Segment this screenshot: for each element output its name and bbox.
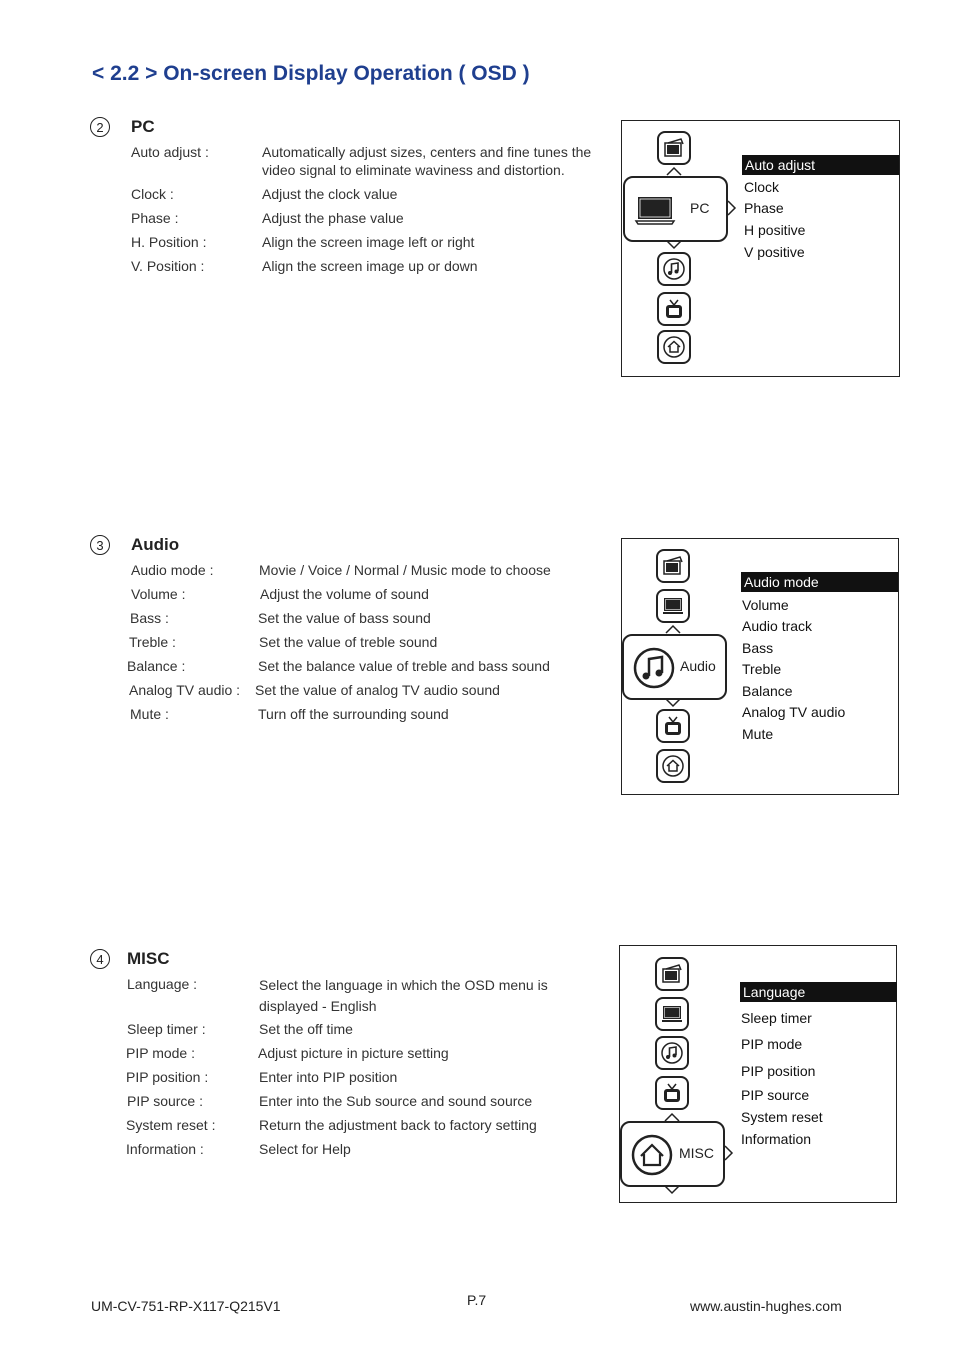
osd-menu-item[interactable]: Information — [741, 1131, 812, 1147]
row-desc: Adjust the volume of sound — [260, 586, 429, 602]
picture-icon[interactable] — [656, 549, 690, 583]
row-label: Clock : — [131, 186, 174, 202]
osd-menu-item[interactable]: System reset — [741, 1109, 823, 1125]
osd-menu-item[interactable]: PIP source — [741, 1087, 810, 1103]
osd-menu-item-highlighted[interactable]: Auto adjust — [742, 155, 899, 175]
selected-tab-audio[interactable] — [622, 634, 727, 700]
section-number: 2 — [90, 117, 110, 137]
osd-menu-item[interactable]: PIP mode — [741, 1036, 803, 1052]
row-desc: Automatically adjust sizes, centers and fine tunes the video signal to eliminate waviness and distortion. — [262, 144, 592, 178]
osd-panel-misc — [619, 945, 897, 1203]
section-number: 4 — [90, 949, 110, 969]
selected-tab-label: MISC — [679, 1145, 714, 1161]
row-desc: Movie / Voice / Normal / Music mode to choose — [259, 562, 551, 578]
row-desc: Set the value of treble sound — [259, 634, 438, 650]
osd-menu-item[interactable]: Phase — [744, 200, 784, 216]
row-label: PIP source : — [127, 1093, 204, 1109]
row-desc: Set the balance value of treble and bass sound — [258, 658, 550, 674]
row-desc: Set the value of analog TV audio sound — [255, 682, 500, 698]
row-desc: Turn off the surrounding sound — [258, 706, 449, 722]
monitor-icon[interactable] — [655, 997, 689, 1031]
home-icon — [630, 1133, 674, 1177]
tv-icon[interactable] — [657, 292, 691, 326]
osd-menu-item-highlighted[interactable]: Audio mode — [741, 572, 898, 592]
footer-website: www.austin-hughes.com — [690, 1298, 842, 1314]
monitor-icon[interactable] — [656, 589, 690, 623]
tv-icon[interactable] — [656, 709, 690, 743]
selected-tab-label: Audio — [680, 658, 716, 674]
row-label: Balance : — [127, 658, 186, 674]
row-label: Sleep timer : — [127, 1021, 206, 1037]
row-label: Bass : — [130, 610, 169, 626]
row-label: PIP position : — [126, 1069, 209, 1085]
osd-menu-item[interactable]: Analog TV audio — [742, 704, 846, 720]
picture-icon[interactable] — [655, 957, 689, 991]
selected-tab-misc[interactable] — [620, 1121, 725, 1187]
page-title: < 2.2 > On-screen Display Operation ( OSD ) — [92, 62, 530, 85]
row-label: Volume : — [131, 586, 186, 602]
row-label: Language : — [127, 976, 198, 992]
osd-panel-pc — [621, 120, 900, 377]
section-title-audio: Audio — [131, 535, 180, 554]
row-label: Information : — [126, 1141, 204, 1157]
row-desc: Adjust picture in picture setting — [258, 1045, 449, 1061]
row-desc: Enter into the Sub source and sound source — [259, 1093, 533, 1109]
osd-menu-item[interactable]: H positive — [744, 222, 806, 238]
music-icon[interactable] — [657, 252, 691, 286]
row-label: Treble : — [129, 634, 176, 650]
selected-tab-label: PC — [690, 200, 710, 216]
picture-icon[interactable] — [657, 131, 691, 165]
row-label: PIP mode : — [126, 1045, 196, 1061]
section-number: 3 — [90, 535, 110, 555]
row-label: H. Position : — [131, 234, 207, 250]
osd-menu-item-highlighted[interactable]: Language — [740, 982, 897, 1002]
row-desc: Return the adjustment back to factory setting — [259, 1117, 537, 1133]
row-desc: Set the off time — [259, 1021, 353, 1037]
selected-tab-pc[interactable] — [623, 176, 728, 242]
row-desc: Align the screen image left or right — [262, 234, 475, 250]
row-label: Analog TV audio : — [129, 682, 241, 698]
footer-page-number: P.7 — [467, 1292, 487, 1308]
osd-menu-item[interactable]: Audio track — [742, 618, 813, 634]
home-icon[interactable] — [656, 749, 690, 783]
osd-menu-item[interactable]: Volume — [742, 597, 789, 613]
row-label: Phase : — [131, 210, 179, 226]
footer-doc-code: UM-CV-751-RP-X117-Q215V1 — [91, 1298, 281, 1314]
osd-menu-item[interactable]: Bass — [742, 640, 774, 656]
row-desc: Align the screen image up or down — [262, 258, 478, 274]
row-desc: Adjust the phase value — [262, 210, 404, 226]
osd-panel-audio — [621, 538, 899, 795]
osd-menu-item[interactable]: Balance — [742, 683, 793, 699]
osd-menu-item[interactable]: Clock — [744, 179, 780, 195]
section-title-misc: MISC — [127, 949, 170, 968]
row-label: V. Position : — [131, 258, 205, 274]
row-label: Mute : — [130, 706, 169, 722]
music-icon[interactable] — [655, 1036, 689, 1070]
osd-menu-item[interactable]: Sleep timer — [741, 1010, 812, 1026]
section-title-pc: PC — [131, 117, 155, 136]
row-label: System reset : — [126, 1117, 216, 1133]
row-desc: Select for Help — [259, 1141, 351, 1157]
osd-menu-item[interactable]: PIP position — [741, 1063, 816, 1079]
row-desc: Set the value of bass sound — [258, 610, 431, 626]
row-label: Auto adjust : — [131, 144, 209, 160]
monitor-icon — [633, 188, 677, 232]
music-icon — [632, 646, 676, 690]
osd-menu-item[interactable]: Treble — [742, 661, 782, 677]
row-label: Audio mode : — [131, 562, 214, 578]
home-icon[interactable] — [657, 330, 691, 364]
osd-menu-item[interactable]: Mute — [742, 726, 774, 742]
row-desc: Adjust the clock value — [262, 186, 398, 202]
tv-icon[interactable] — [655, 1076, 689, 1110]
row-desc: Select the language in which the OSD menu is displayed - English — [259, 977, 548, 1014]
osd-menu-item[interactable]: V positive — [744, 244, 805, 260]
row-desc: Enter into PIP position — [259, 1069, 398, 1085]
